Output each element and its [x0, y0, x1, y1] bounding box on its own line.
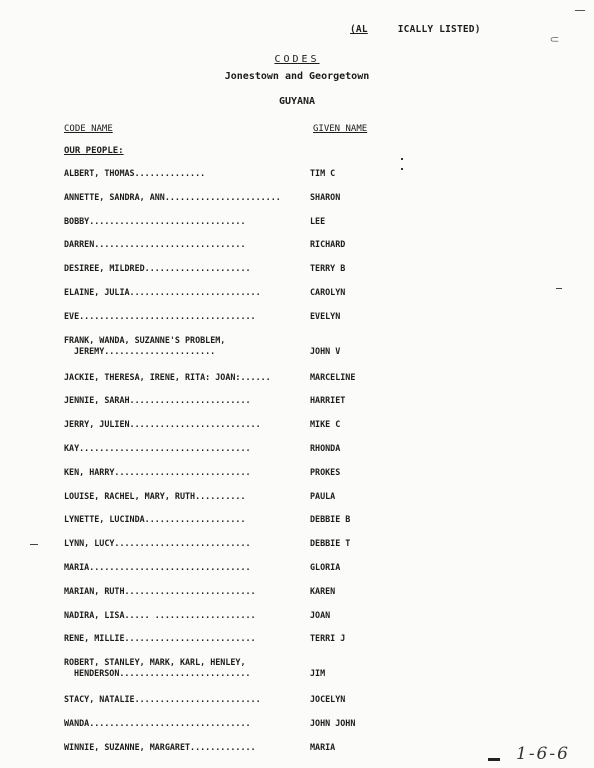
given-name: MARIA: [310, 741, 336, 752]
stray-dot: [401, 168, 403, 170]
code-name: JENNIE, SARAH........................: [64, 395, 251, 406]
code-list-row: [64, 334, 341, 357]
code-name: KAY..................................: [64, 443, 251, 453]
header-note-right: ICALLY LISTED): [397, 24, 481, 35]
document-location: GUYANA: [278, 96, 316, 107]
code-name: RENE, MILLIE..........................: [64, 633, 256, 644]
given-name: TERRY B: [310, 263, 346, 274]
code-name: ROBERT, STANLEY, MARK, KARL, HENLEY,: [64, 657, 246, 668]
given-name: JOHN V: [310, 345, 341, 356]
given-name: PAULA: [310, 490, 336, 501]
column-header-given: GIVEN NAME: [313, 124, 368, 134]
stray-mark: [488, 758, 500, 761]
column-header-code: CODE NAME: [64, 124, 113, 134]
code-list-row: [64, 168, 336, 179]
code-list-row: [64, 585, 336, 597]
given-name: TERRI J: [310, 633, 346, 644]
code-list-row: [64, 741, 336, 753]
code-name: WINNIE, SUZANNE, MARGARET.............: [64, 741, 256, 752]
given-name: TIM C: [310, 168, 336, 178]
given-name: PROKES: [310, 466, 341, 477]
given-name: MARCELINE: [310, 371, 356, 382]
code-name: LYNETTE, LUCINDA....................: [64, 514, 246, 525]
given-name: HARRIET: [310, 395, 346, 406]
code-name: WANDA................................: [64, 718, 251, 728]
code-name: NADIRA, LISA..... ....................: [64, 609, 256, 620]
code-name: LOUISE, RACHEL, MARY, RUTH..........: [64, 490, 246, 501]
code-name: ELAINE, JULIA..........................: [64, 287, 261, 297]
section-heading: OUR PEOPLE:: [64, 146, 124, 156]
given-name: JOAN: [310, 609, 331, 620]
code-list-row: [64, 466, 341, 478]
stray-dot: [401, 158, 403, 160]
stray-mark: [30, 544, 38, 545]
code-name-continued: JEREMY......................: [74, 345, 216, 356]
code-name: JERRY, JULIEN..........................: [64, 419, 261, 430]
code-name: KEN, HARRY...........................: [64, 466, 251, 477]
code-name-continued: HENDERSON..........................: [74, 668, 251, 679]
code-list-row: [64, 310, 341, 322]
code-list-row: [64, 514, 351, 525]
code-name: BOBBY...............................: [64, 215, 246, 226]
code-list-row: [64, 657, 326, 679]
code-list-row: [64, 371, 356, 383]
stray-mark: [575, 10, 585, 15]
given-name: KAREN: [310, 585, 336, 596]
code-name: LYNN, LUCY...........................: [64, 538, 251, 549]
code-name: JACKIE, THERESA, IRENE, RITA: JOAN:......: [64, 371, 271, 382]
code-name: DESIREE, MILDRED.....................: [64, 263, 251, 274]
code-name: STACY, NATALIE.........................: [64, 694, 261, 705]
given-name: RICHARD: [310, 239, 346, 250]
code-list-row: [64, 609, 331, 621]
header-note: [350, 24, 481, 35]
code-list-row: [64, 419, 341, 430]
given-name: DEBBIE T: [310, 538, 351, 549]
given-name: JOHN JOHN: [310, 718, 356, 728]
header-note-left: (AL: [350, 24, 368, 35]
code-list-row: [64, 215, 326, 227]
code-list-row: [64, 263, 346, 274]
code-list-row: [64, 633, 346, 644]
code-list-row: [64, 538, 351, 549]
code-list-row: [64, 718, 356, 729]
stray-mark: ⸦: [548, 33, 562, 48]
code-name: DARREN..............................: [64, 239, 246, 250]
code-list-row: [64, 443, 341, 454]
code-name: MARIAN, RUTH..........................: [64, 585, 256, 596]
given-name: MIKE C: [310, 419, 341, 430]
code-list-row: [64, 239, 346, 250]
code-list-row: [64, 287, 346, 298]
given-name: CAROLYN: [310, 287, 346, 297]
code-name: FRANK, WANDA, SUZANNE'S PROBLEM,: [64, 334, 226, 345]
document-subtitle: Jonestown and Georgetown: [224, 71, 370, 82]
given-name: GLORIA: [310, 562, 341, 572]
stray-mark: [556, 288, 562, 289]
given-name: DEBBIE B: [310, 514, 351, 525]
given-name: RHONDA: [310, 443, 341, 453]
handwritten-page-number: 1-6-6: [516, 744, 570, 764]
given-name: JIM: [310, 668, 326, 679]
document-title: CODES: [274, 54, 320, 65]
code-name: ALBERT, THOMAS..............: [64, 168, 206, 178]
code-list-row: [64, 191, 341, 203]
code-list-row: [64, 562, 341, 573]
given-name: JOCELYN: [310, 694, 346, 705]
code-name: EVE...................................: [64, 310, 256, 321]
given-name: EVELYN: [310, 310, 341, 321]
code-list-row: [64, 395, 346, 406]
code-name: MARIA................................: [64, 562, 251, 572]
code-name: ANNETTE, SANDRA, ANN.......................: [64, 191, 281, 202]
given-name: LEE: [310, 215, 326, 226]
code-list-row: [64, 694, 346, 705]
given-name: SHARON: [310, 191, 341, 202]
code-list-row: [64, 490, 336, 502]
